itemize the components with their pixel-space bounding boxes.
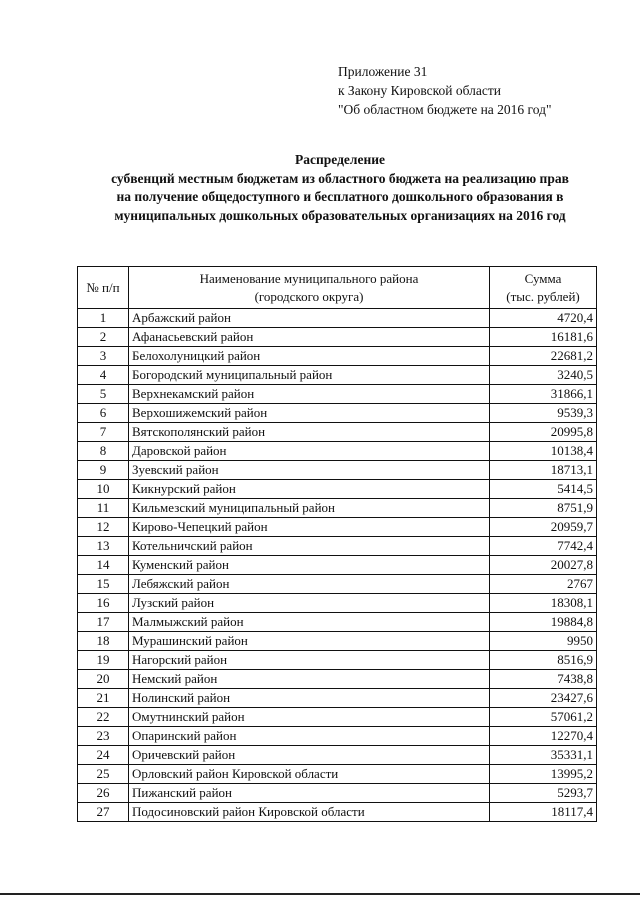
table-row [78,556,597,575]
district-name-cell: Куменский район [129,556,490,575]
amount-cell: 3240,5 [490,366,597,385]
district-name-cell: Мурашинский район [129,632,490,651]
table-body [78,309,597,822]
table-row [78,461,597,480]
row-number-cell: 18 [78,632,129,651]
table-row [78,594,597,613]
district-name-cell: Афанасьевский район [129,328,490,347]
row-number-cell: 3 [78,347,129,366]
district-name-cell: Подосиновский район Кировской области [129,803,490,822]
district-name-cell: Малмыжский район [129,613,490,632]
table-row [78,575,597,594]
amount-cell: 22681,2 [490,347,597,366]
row-number-cell: 23 [78,727,129,746]
row-number-cell: 14 [78,556,129,575]
amount-cell: 23427,6 [490,689,597,708]
amount-cell: 20995,8 [490,423,597,442]
amount-cell: 20027,8 [490,556,597,575]
row-number-cell: 4 [78,366,129,385]
table-row [78,499,597,518]
amount-cell: 13995,2 [490,765,597,784]
amount-cell: 20959,7 [490,518,597,537]
amount-cell: 8516,9 [490,651,597,670]
document-title [40,151,640,225]
table-row [78,670,597,689]
page-bottom-border [0,893,640,895]
row-number-cell: 16 [78,594,129,613]
table-row [78,537,597,556]
district-name-cell: Даровской район [129,442,490,461]
district-name-cell: Нолинский район [129,689,490,708]
table-row [78,765,597,784]
row-number-cell: 24 [78,746,129,765]
district-name-cell: Кикнурский район [129,480,490,499]
amount-cell: 2767 [490,575,597,594]
amount-cell: 4720,4 [490,309,597,328]
row-number-cell: 2 [78,328,129,347]
row-number-cell: 21 [78,689,129,708]
row-number-cell: 5 [78,385,129,404]
amount-cell: 5414,5 [490,480,597,499]
title-line-1: субвенций местным бюджетам из областного бюджета на реализацию прав [111,170,569,186]
district-name-cell: Нагорский район [129,651,490,670]
district-name-cell: Вятскополянский район [129,423,490,442]
table-row [78,689,597,708]
table-row [78,727,597,746]
appendix-reference [338,62,552,119]
row-number-cell: 13 [78,537,129,556]
subvention-table [77,266,597,822]
amount-cell: 16181,6 [490,328,597,347]
amount-cell: 19884,8 [490,613,597,632]
amount-cell: 18117,4 [490,803,597,822]
table-row [78,347,597,366]
amount-cell: 31866,1 [490,385,597,404]
table-row [78,518,597,537]
header-amount-line-2: (тыс. рублей) [506,288,580,304]
district-name-cell: Верхошижемский район [129,404,490,423]
amount-cell: 7438,8 [490,670,597,689]
district-name-cell: Лузский район [129,594,490,613]
district-name-cell: Кильмезский муниципальный район [129,499,490,518]
row-number-cell: 10 [78,480,129,499]
district-name-cell: Арбажский район [129,309,490,328]
table-row [78,613,597,632]
row-number-cell: 12 [78,518,129,537]
district-name-cell: Верхнекамский район [129,385,490,404]
appendix-law-title: "Об областном бюджете на 2016 год" [338,102,552,117]
district-name-cell: Зуевский район [129,461,490,480]
district-name-cell: Орловский район Кировской области [129,765,490,784]
header-name-line-2: (городского округа) [254,288,364,304]
row-number-cell: 1 [78,309,129,328]
table-row [78,366,597,385]
row-number-cell: 8 [78,442,129,461]
amount-cell: 8751,9 [490,499,597,518]
amount-cell: 57061,2 [490,708,597,727]
row-number-cell: 11 [78,499,129,518]
title-line-3: муниципальных дошкольных образовательных организациях на 2016 год [114,207,566,223]
district-name-cell: Белохолуницкий район [129,347,490,366]
district-name-cell: Кирово-Чепецкий район [129,518,490,537]
row-number-cell: 27 [78,803,129,822]
title-heading: Распределение [294,152,386,167]
amount-cell: 9950 [490,632,597,651]
header-number: № п/п [78,267,129,309]
amount-cell: 35331,1 [490,746,597,765]
appendix-number: Приложение 31 [338,64,428,79]
district-name-cell: Оричевский район [129,746,490,765]
table-row [78,328,597,347]
amount-cell: 12270,4 [490,727,597,746]
district-name-cell: Немский район [129,670,490,689]
table-row [78,309,597,328]
row-number-cell: 22 [78,708,129,727]
district-name-cell: Котельничский район [129,537,490,556]
row-number-cell: 26 [78,784,129,803]
header-district-name [129,267,490,309]
district-name-cell: Богородский муниципальный район [129,366,490,385]
amount-cell: 7742,4 [490,537,597,556]
row-number-cell: 6 [78,404,129,423]
row-number-cell: 25 [78,765,129,784]
table-row [78,442,597,461]
row-number-cell: 17 [78,613,129,632]
district-name-cell: Пижанский район [129,784,490,803]
row-number-cell: 9 [78,461,129,480]
row-number-cell: 15 [78,575,129,594]
table-row [78,708,597,727]
title-line-2: на получение общедоступного и бесплатного дошкольного образования в [116,189,564,204]
table-row [78,480,597,499]
header-amount-line-1: Сумма [524,270,562,286]
table-row [78,746,597,765]
table-header-row [78,267,597,309]
table-row [78,651,597,670]
table-row [78,632,597,651]
district-name-cell: Опаринский район [129,727,490,746]
district-name-cell: Омутнинский район [129,708,490,727]
table-row [78,404,597,423]
header-amount [490,267,597,309]
row-number-cell: 20 [78,670,129,689]
amount-cell: 18308,1 [490,594,597,613]
amount-cell: 18713,1 [490,461,597,480]
amount-cell: 5293,7 [490,784,597,803]
amount-cell: 9539,3 [490,404,597,423]
district-name-cell: Лебяжский район [129,575,490,594]
appendix-law: к Закону Кировской области [338,83,502,98]
table-row [78,784,597,803]
table-row [78,423,597,442]
amount-cell: 10138,4 [490,442,597,461]
table-row [78,803,597,822]
row-number-cell: 19 [78,651,129,670]
row-number-cell: 7 [78,423,129,442]
header-name-line-1: Наименование муниципального района [199,270,419,286]
table-row [78,385,597,404]
